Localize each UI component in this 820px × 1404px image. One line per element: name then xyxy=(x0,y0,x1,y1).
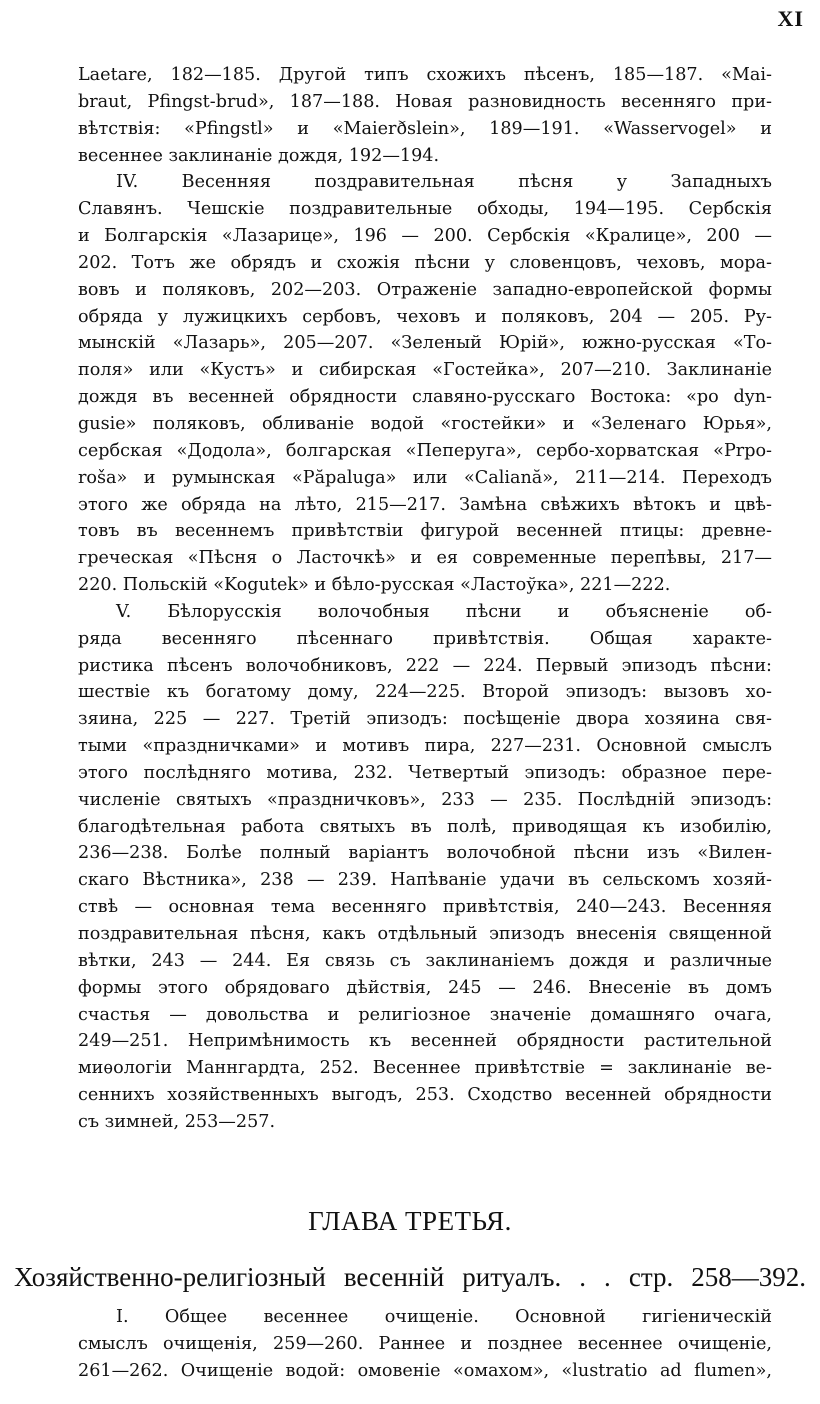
text-line: весеннее заклинаніе дождя, 192—194. xyxy=(78,145,440,166)
text-line: поздравительная пѣсня, какъ отдѣльный эпизодъ внесенія священной xyxy=(78,924,772,944)
text-line: 220. Польскій «Kogutek» и бѣло-русская «Ластоўка», 221—222. xyxy=(78,575,671,596)
text-line: поля» или «Кустъ» и сибирская «Гостейка», 207—210. Заклинаніе xyxy=(78,360,772,381)
text-line: ряда весенняго пѣсеннаго привѣтствія. Общая характе- xyxy=(78,628,772,649)
text-line: смыслъ очищенія, 259—260. Раннее и позднее весеннее очищеніе, xyxy=(78,1333,772,1354)
text-line: товъ въ весеннемъ привѣтствіи фигурой весенней птицы: древне- xyxy=(78,521,772,542)
text-line: численіе святыхъ «праздничковъ», 233 — 235. Послѣдній эпизодъ: xyxy=(78,789,772,810)
text-line: тыми «праздничками» и мотивъ пира, 227—231. Основной смыслъ xyxy=(78,736,772,757)
text-line: braut, Pfingst-brud», 187—188. Новая разновидность весенняго при- xyxy=(78,91,772,112)
text-line: и Болгарскія «Лазарице», 196 — 200. Сербскія «Кралице», 200 — xyxy=(78,226,772,247)
text-line: сеннихъ хозяйственныхъ выгодъ, 253. Сходство весенней обрядности xyxy=(78,1085,772,1106)
text-line: ствѣ — основная тема весенняго привѣтствія, 240—243. Весенняя xyxy=(78,897,772,918)
text-line: gusie» поляковъ, обливаніе водой «гостейки» и «Зеленаго Юрья», xyxy=(78,413,772,434)
chapter-subtitle: Хозяйственно-религіозный весенній ритуалъ. . . стр. 258—392. xyxy=(14,1262,806,1292)
text-line: Laetare, 182—185. Другой типъ схожихъ пѣсенъ, 185—187. «Mai- xyxy=(78,65,772,85)
text-line: формы этого обрядоваго дѣйствія, 245 — 246. Внесеніе въ домъ xyxy=(78,977,772,998)
text-line: 236—238. Болѣе полный варіантъ волочобной пѣсни изъ «Вилен- xyxy=(78,843,772,864)
text-line: зяина, 225 — 227. Третій эпизодъ: посѣщеніе двора хозяина свя- xyxy=(78,709,772,730)
text-line: Славянъ. Чешскіе поздравительные обходы, 194—195. Сербскія xyxy=(78,199,772,220)
text-line: сербская «Додола», болгарская «Пеперуга», сербо-хорватская «Prpo- xyxy=(78,440,772,461)
text-line: счастья — довольства и религіозное значеніе домашняго очага, xyxy=(78,1004,772,1025)
text-line: мынскій «Лазарь», 205—207. «Зеленый Юрій», южно-русская «То- xyxy=(78,333,772,354)
text-line: благодѣтельная работа святыхъ въ полѣ, приводящая къ изобилію, xyxy=(78,816,772,837)
chapter-contents-start xyxy=(78,1304,772,1385)
table-of-contents-body xyxy=(78,62,772,1136)
text-line: 202. Тотъ же обрядъ и схожія пѣсни у словенцовъ, чеховъ, мора- xyxy=(78,252,772,273)
text-line: дождя въ весенней обрядности славяно-русскаго Востока: «po dyn- xyxy=(78,387,772,408)
text-line: шествіе къ богатому дому, 224—225. Второй эпизодъ: вызовъ хо- xyxy=(78,682,772,703)
chapter-heading: ГЛАВА ТРЕТЬЯ. xyxy=(308,1206,512,1236)
text-line: 249—251. Непримѣнимость къ весенней обрядности растительной xyxy=(78,1031,772,1052)
text-line: съ зимней, 253—257. xyxy=(78,1111,276,1132)
page-number: XI xyxy=(777,6,804,31)
text-line: I. Общее весеннее очищеніе. Основной гигіеническій xyxy=(116,1307,772,1327)
text-line: ристика пѣсенъ волочобниковъ, 222 — 224. Первый эпизодъ пѣсни: xyxy=(78,655,772,676)
text-line: IV. Весенняя поздравительная пѣсня у Западныхъ xyxy=(116,172,772,193)
text-line: V. Бѣлорусскія волочобныя пѣсни и объясненіе об- xyxy=(116,601,772,622)
text-line: греческая «Пѣсня о Ласточкѣ» и ея современные перепѣвы, 217— xyxy=(78,548,772,569)
text-line: roša» и румынская «Păpaluga» или «Caliană», 211—214. Переходъ xyxy=(78,467,772,488)
text-line: этого послѣдняго мотива, 232. Четвертый эпизодъ: образное пере- xyxy=(78,762,772,783)
text-line: обряда у лужицкихъ сербовъ, чеховъ и поляковъ, 204 — 205. Ру- xyxy=(78,306,772,327)
text-line: этого же обряда на лѣто, 215—217. Замѣна свѣжихъ вѣтокъ и цвѣ- xyxy=(78,494,772,515)
text-line: 261—262. Очищеніе водой: омовеніе «омахом», «lustratio ad flumen», xyxy=(78,1360,772,1381)
text-line: скаго Вѣстника», 238 — 239. Напѣваніе удачи въ сельскомъ хозяй- xyxy=(78,870,772,891)
text-line: вовъ и поляковъ, 202—203. Отраженіе западно-европейской формы xyxy=(78,279,772,300)
text-line: вѣтствія: «Pfingstl» и «Maierðslein», 189—191. «Wasservogel» и xyxy=(78,118,772,139)
text-line: миѳологіи Маннгардта, 252. Весеннее привѣтствіе = заклинаніе ве- xyxy=(78,1058,772,1079)
text-line: вѣтки, 243 — 244. Ея связь съ заклинаніемъ дождя и различные xyxy=(78,950,772,971)
